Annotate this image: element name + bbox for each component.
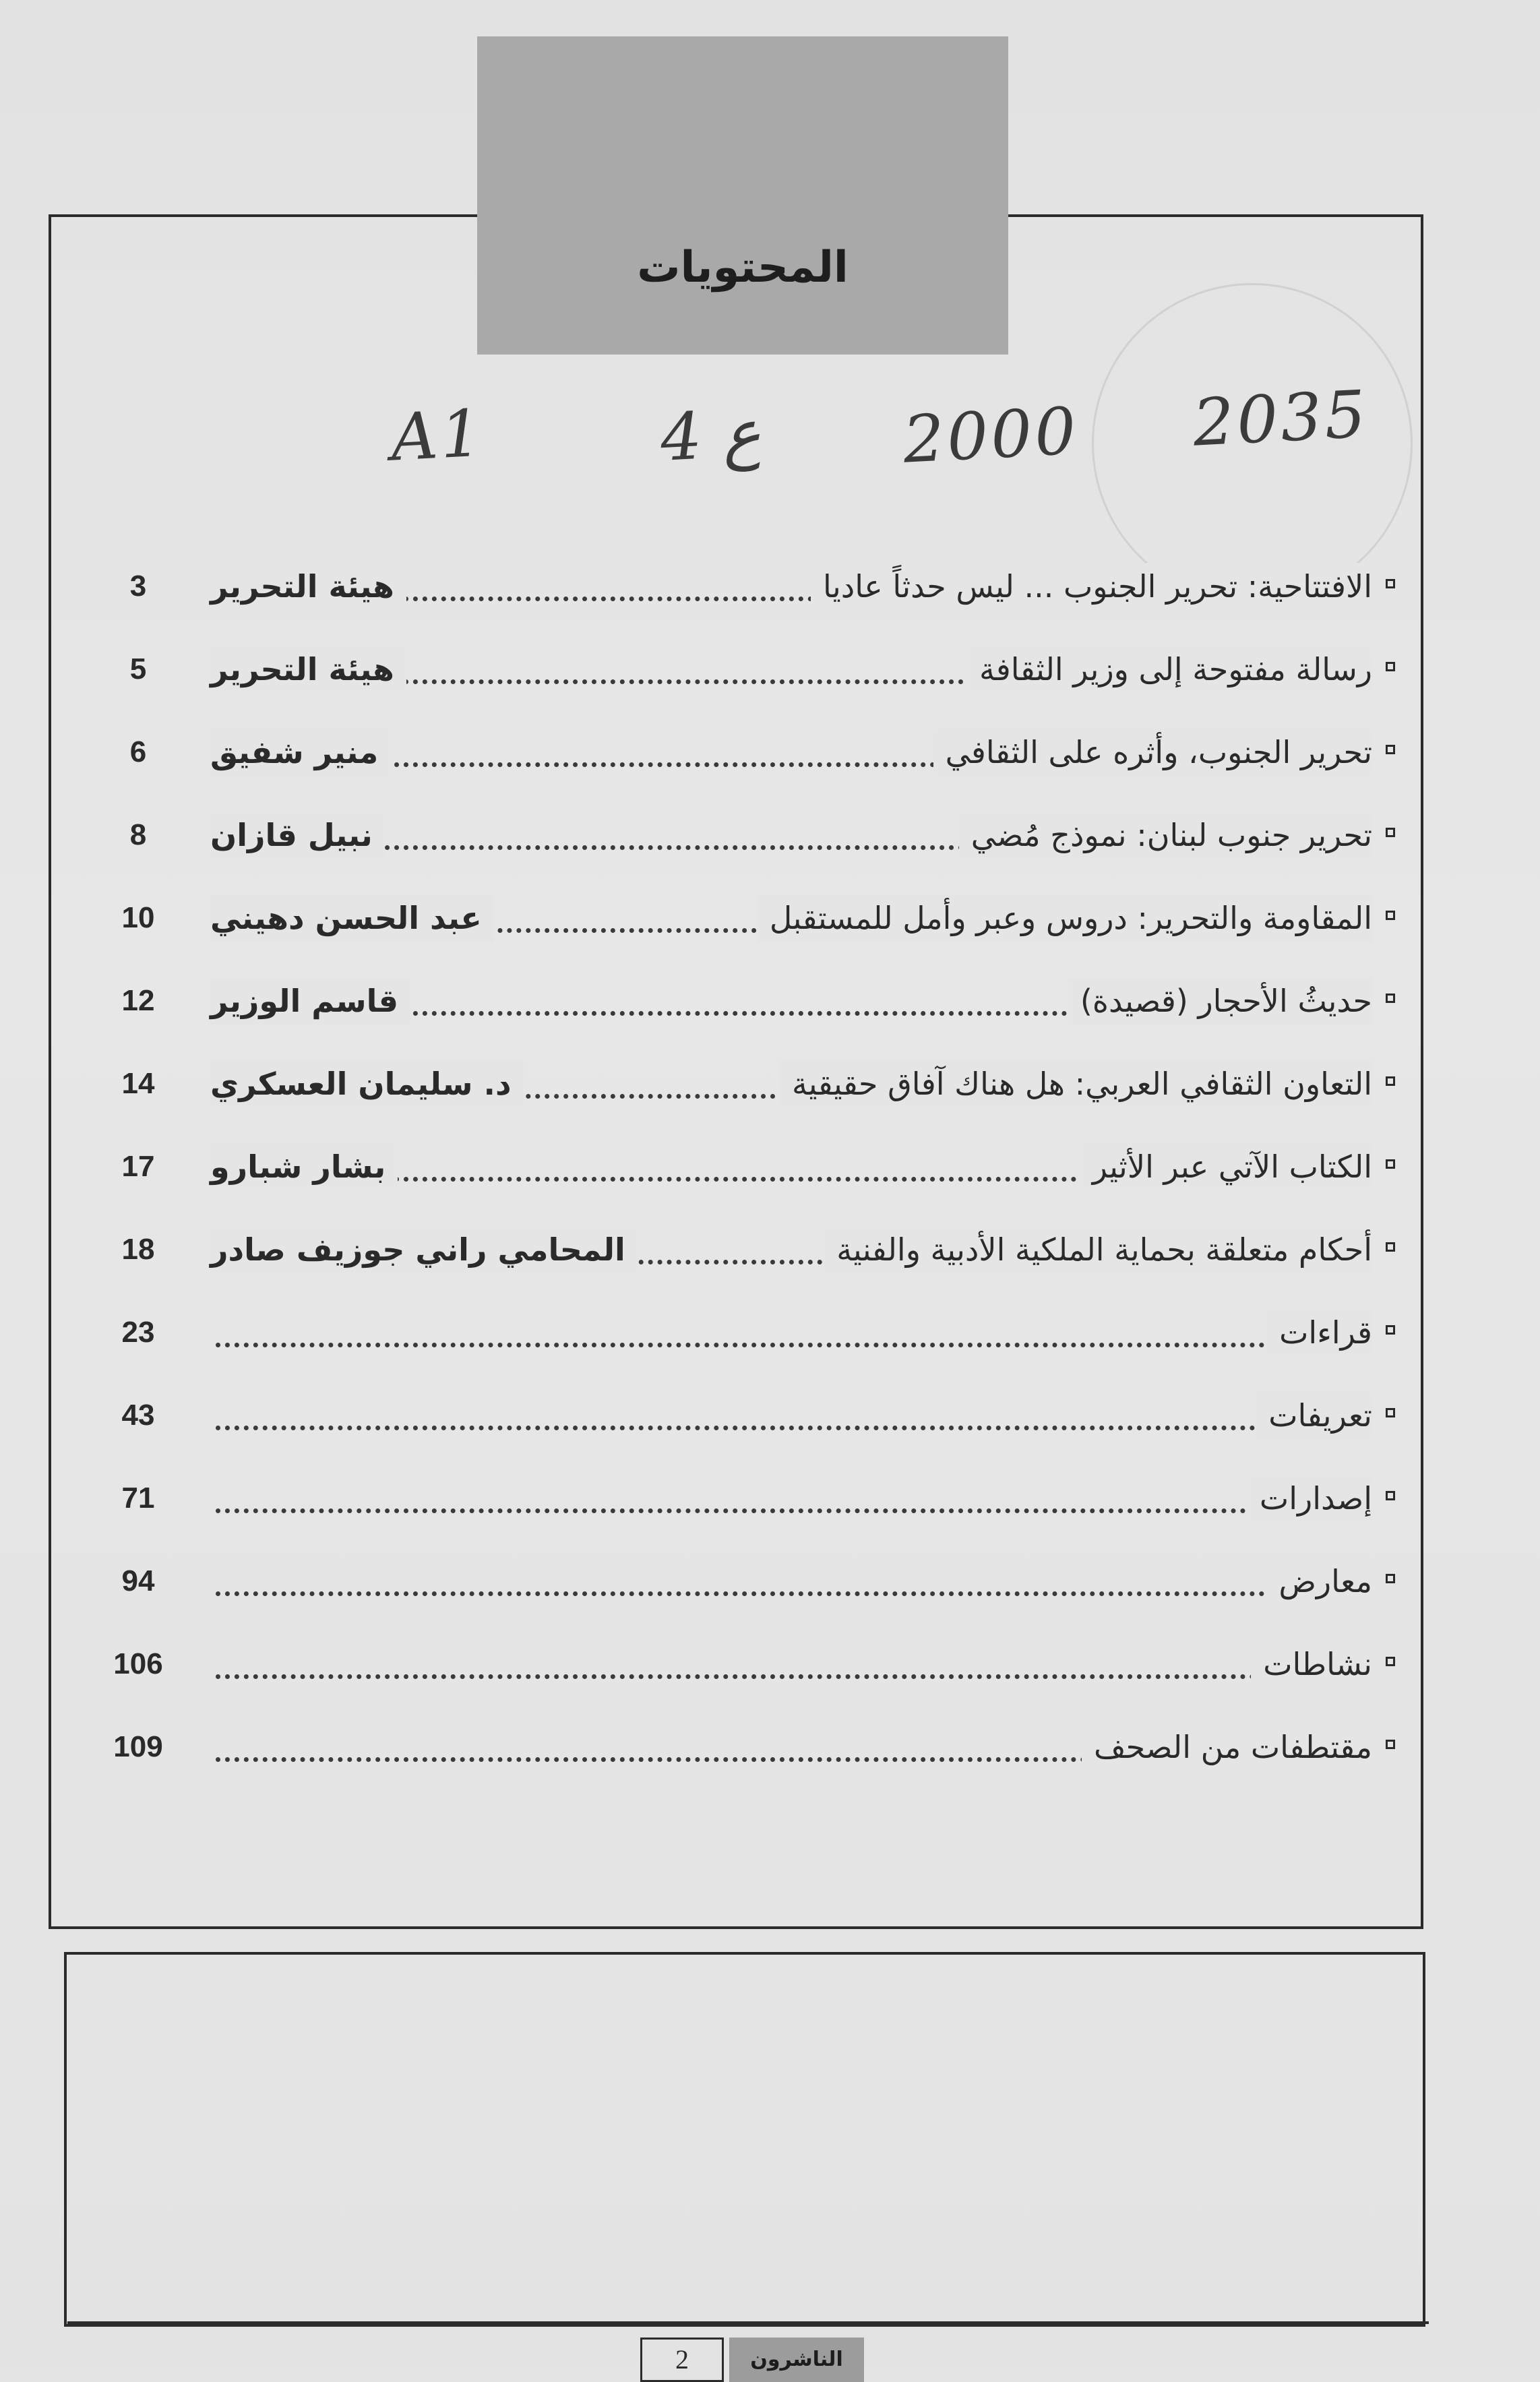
toc-entry[interactable]	[101, 1641, 1395, 1688]
leader-dots	[216, 1591, 1368, 1596]
square-bullet-icon	[1386, 911, 1395, 920]
square-bullet-icon	[1386, 1242, 1395, 1252]
entry-title: حديثُ الأحجار (قصيدة)	[1068, 977, 1372, 1025]
toc-entry[interactable]	[101, 894, 1395, 942]
empty-bottom-box	[64, 1952, 1425, 2327]
toc-entry[interactable]	[101, 1226, 1395, 1273]
toc-entry[interactable]	[101, 1309, 1395, 1356]
entry-author: هيئة التحرير	[210, 646, 406, 693]
footer-publisher-label: الناشرون	[729, 2338, 864, 2382]
toc-entry[interactable]	[101, 1060, 1395, 1107]
toc-entry[interactable]	[101, 812, 1395, 859]
entry-page-number: 18	[121, 1233, 155, 1266]
entry-page-number: 14	[121, 1067, 155, 1100]
toc-entry[interactable]	[101, 977, 1395, 1025]
toc-entry[interactable]	[101, 1143, 1395, 1190]
entry-author: منير شفيق	[210, 729, 390, 776]
entry-page-number: 8	[129, 818, 147, 851]
square-bullet-icon	[1386, 1491, 1395, 1500]
entry-title: معارض	[1266, 1558, 1372, 1605]
entry-page-number: 10	[121, 901, 155, 934]
entry-page-number: 106	[113, 1647, 163, 1680]
handwritten-note-3: 2000	[901, 393, 1081, 478]
square-bullet-icon	[1386, 745, 1395, 754]
toc-entry[interactable]	[101, 1392, 1395, 1439]
square-bullet-icon	[1386, 1657, 1395, 1666]
entry-title: تحرير جنوب لبنان: نموذج مُضي	[959, 812, 1372, 859]
entry-author: د. سليمان العسكري	[210, 1060, 524, 1107]
entry-title: الافتتاحية: تحرير الجنوب ... ليس حدثاً عاديا	[811, 563, 1372, 610]
handwritten-note-1: A1	[389, 395, 487, 476]
entry-author: عبد الحسن دهيني	[210, 894, 494, 942]
entry-page-number: 94	[121, 1564, 155, 1597]
page-title: المحتويات	[637, 243, 849, 293]
entry-title: نشاطات	[1251, 1641, 1372, 1688]
entry-author: بشار شبارو	[210, 1143, 398, 1190]
toc-entry[interactable]	[101, 1723, 1395, 1771]
square-bullet-icon	[1386, 662, 1395, 671]
leader-dots	[216, 1508, 1368, 1513]
entry-author: نبيل قازان	[210, 812, 385, 859]
square-bullet-icon	[1386, 1574, 1395, 1583]
toc-entry[interactable]	[101, 646, 1395, 693]
leader-dots	[216, 1343, 1368, 1347]
entry-title: التعاون الثقافي العربي: هل هناك آفاق حقيقية	[780, 1060, 1372, 1107]
entry-title: أحكام متعلقة بحماية الملكية الأدبية والفنية	[824, 1226, 1372, 1273]
entry-page-number: 3	[129, 570, 147, 603]
entry-page-number: 17	[121, 1150, 155, 1183]
entry-page-number: 109	[113, 1730, 163, 1763]
entry-title: مقتطفات من الصحف	[1082, 1723, 1372, 1771]
square-bullet-icon	[1386, 1740, 1395, 1749]
entry-page-number: 23	[121, 1316, 155, 1349]
toc-entry[interactable]	[101, 563, 1395, 610]
entry-page-number: 6	[129, 735, 147, 768]
toc-entry[interactable]	[101, 729, 1395, 776]
handwritten-note-4: 2035	[1191, 376, 1371, 461]
footer-page-number: 2	[640, 2338, 724, 2382]
square-bullet-icon	[1386, 994, 1395, 1003]
square-bullet-icon	[1386, 1159, 1395, 1169]
leader-dots	[216, 1426, 1368, 1430]
entry-title: رسالة مفتوحة إلى وزير الثقافة	[967, 646, 1372, 693]
square-bullet-icon	[1386, 1076, 1395, 1086]
square-bullet-icon	[1386, 579, 1395, 588]
entry-page-number: 12	[121, 984, 155, 1017]
entry-title: تعريفات	[1256, 1392, 1372, 1439]
square-bullet-icon	[1386, 1408, 1395, 1417]
footer-rule	[67, 2321, 1429, 2324]
entry-title: المقاومة والتحرير: دروس وعبر وأمل للمستقبل	[758, 894, 1372, 942]
leader-dots	[216, 1674, 1368, 1679]
entry-page-number: 71	[121, 1482, 155, 1515]
entry-title: تحرير الجنوب، وأثره على الثقافي	[933, 729, 1372, 776]
entry-author: المحامي راني جوزيف صادر	[210, 1226, 638, 1273]
entry-page-number: 5	[129, 652, 147, 685]
entry-title: الكتاب الآتي عبر الأثير	[1080, 1143, 1372, 1190]
entry-author: هيئة التحرير	[210, 563, 406, 610]
entry-page-number: 43	[121, 1399, 155, 1432]
square-bullet-icon	[1386, 828, 1395, 837]
entry-title: قراءات	[1267, 1309, 1372, 1356]
title-banner	[477, 36, 1008, 355]
entry-author: قاسم الوزير	[210, 977, 410, 1025]
entry-title: إصدارات	[1248, 1475, 1372, 1522]
toc-entry[interactable]	[101, 1475, 1395, 1522]
toc-entry[interactable]	[101, 1558, 1395, 1605]
square-bullet-icon	[1386, 1325, 1395, 1335]
handwritten-note-2: 4 ع	[658, 395, 763, 476]
